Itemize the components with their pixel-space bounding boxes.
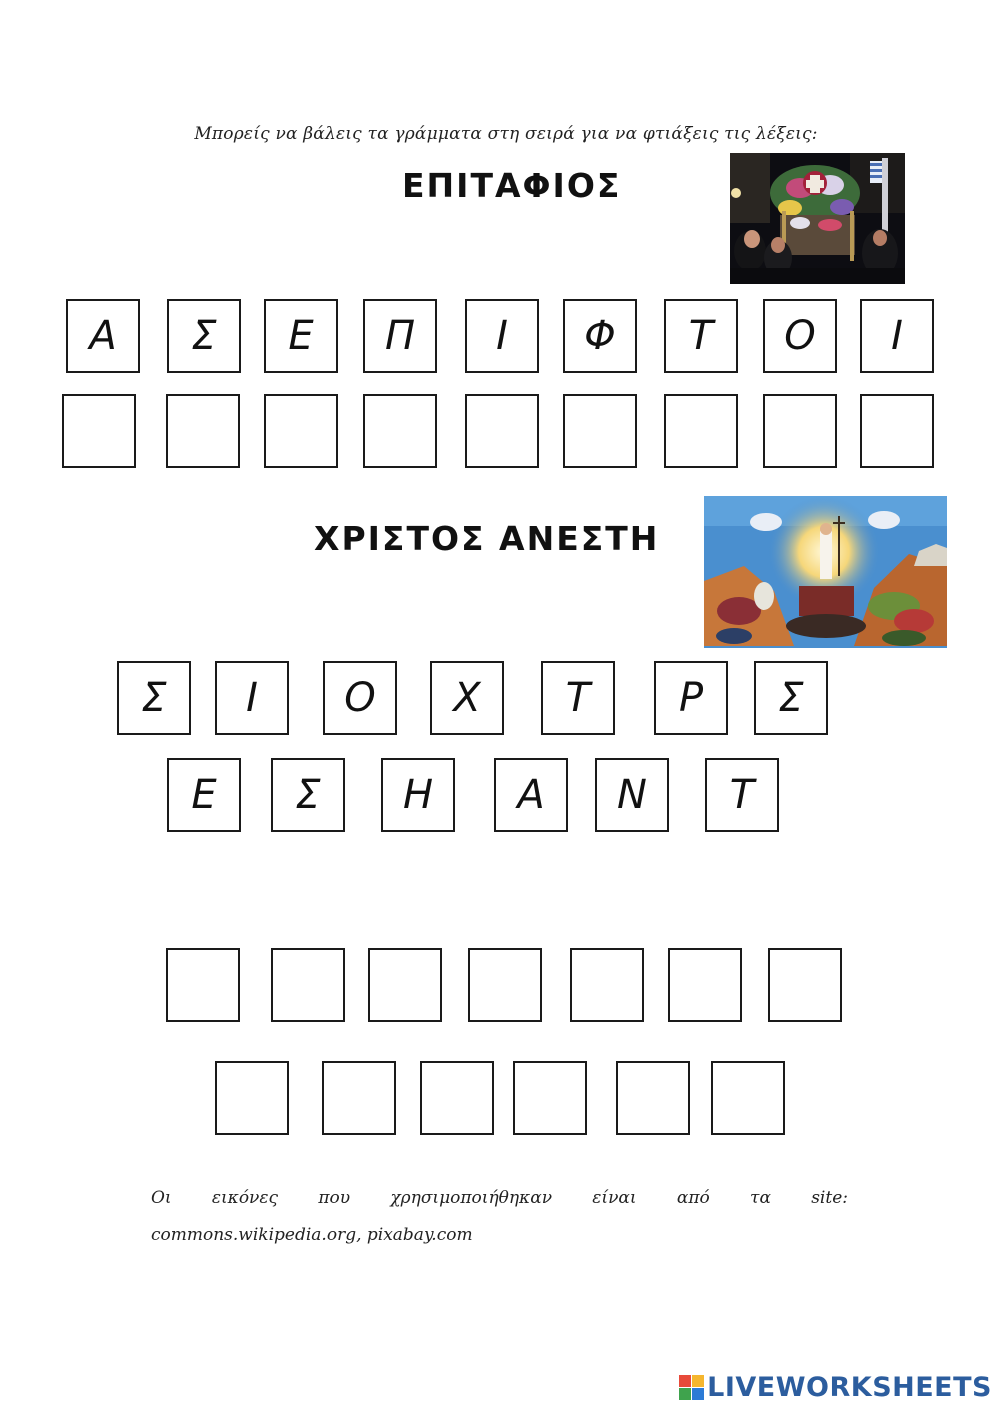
instruction-text: Μπορείς να βάλεις τα γράμματα στη σειρά για να φτιάξεις τις λέξεις: [194,124,818,144]
epitaphios-photo [730,153,905,284]
resurrection-photo [704,496,947,648]
answer-slot[interactable] [711,1061,785,1135]
letter-tile[interactable]: Ο [763,299,837,373]
letter-tile[interactable]: Ν [595,758,669,832]
letter-tile[interactable]: Τ [705,758,779,832]
answer-slot[interactable] [465,394,539,468]
answer-slot[interactable] [363,394,437,468]
letter-tile[interactable]: Ε [264,299,338,373]
letter-tile[interactable]: Α [494,758,568,832]
letter-tile[interactable]: Ο [323,661,397,735]
letter-tile[interactable]: Ι [465,299,539,373]
answer-slot[interactable] [563,394,637,468]
letter-tile[interactable]: Σ [167,299,241,373]
liveworksheets-logo [679,1372,992,1403]
resurrection-image [704,496,947,648]
letter-tile[interactable]: Φ [563,299,637,373]
answer-slot[interactable] [215,1061,289,1135]
answer-slot[interactable] [616,1061,690,1135]
word2-title: ΧΡΙΣΤΟΣ ΑΝΕΣΤΗ [314,519,660,558]
answer-slot[interactable] [166,394,240,468]
letter-tile[interactable]: Ε [167,758,241,832]
answer-slot[interactable] [570,948,644,1022]
letter-tile[interactable]: Α [66,299,140,373]
letter-tile[interactable]: Τ [664,299,738,373]
credits-text: Οι εικόνες που χρησιμοποιήθηκαν είναι από τα site: [151,1188,848,1208]
letter-tile[interactable]: Ρ [654,661,728,735]
answer-slot[interactable] [271,948,345,1022]
answer-slot[interactable] [368,948,442,1022]
answer-slot[interactable] [62,394,136,468]
epitaphios-image [730,153,905,284]
answer-slot[interactable] [860,394,934,468]
letter-tile[interactable]: Ι [860,299,934,373]
letter-tile[interactable]: Σ [117,661,191,735]
answer-slot[interactable] [322,1061,396,1135]
letter-tile[interactable]: Σ [271,758,345,832]
letter-tile[interactable]: Χ [430,661,504,735]
letter-tile[interactable]: Ι [215,661,289,735]
answer-slot[interactable] [420,1061,494,1135]
liveworksheets-logo-icon [679,1375,705,1401]
letter-tile[interactable]: Τ [541,661,615,735]
answer-slot[interactable] [768,948,842,1022]
answer-slot[interactable] [664,394,738,468]
liveworksheets-logo-text: LIVEWORKSHEETS [707,1372,992,1403]
letter-tile[interactable]: Π [363,299,437,373]
letter-tile[interactable]: Η [381,758,455,832]
word1-title: ΕΠΙΤΑΦΙΟΣ [402,166,622,205]
answer-slot[interactable] [763,394,837,468]
answer-slot[interactable] [513,1061,587,1135]
answer-slot[interactable] [166,948,240,1022]
answer-slot[interactable] [264,394,338,468]
answer-slot[interactable] [668,948,742,1022]
answer-slot[interactable] [468,948,542,1022]
letter-tile[interactable]: Σ [754,661,828,735]
credits-sources: commons.wikipedia.org, pixabay.com [151,1225,473,1245]
